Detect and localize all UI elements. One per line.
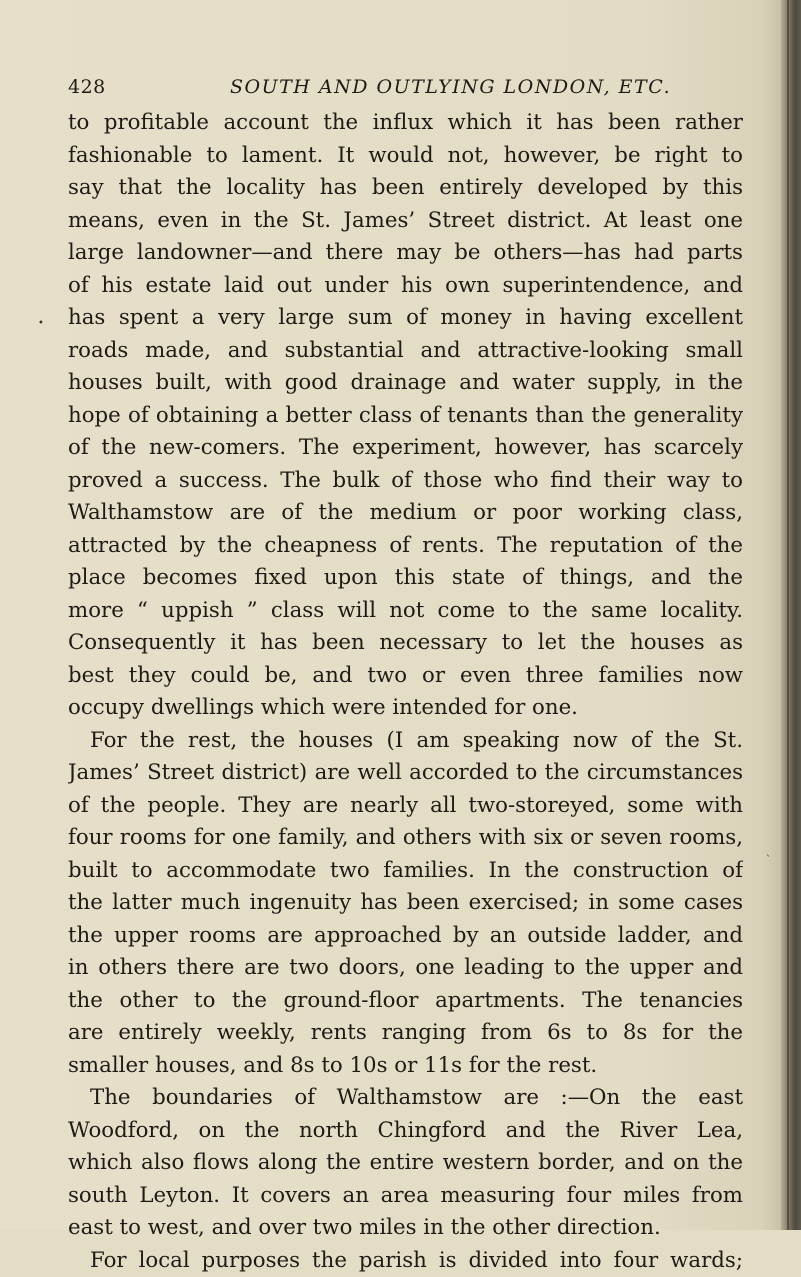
text-line: of his estate laid out under his own superintendence, and bbox=[68, 270, 743, 303]
margin-tick: ˋ bbox=[766, 855, 771, 866]
text-line: the upper rooms are approached by an outside ladder, and bbox=[68, 920, 743, 953]
text-line: in others there are two doors, one leading to the upper and bbox=[68, 952, 743, 985]
page-header bbox=[68, 76, 740, 106]
text-line: attracted by the cheapness of rents. The reputation of the bbox=[68, 530, 743, 563]
text-line: fashionable to lament. It would not, however, be right to bbox=[68, 140, 743, 173]
text-line: The boundaries of Walthamstow are :—On the east bbox=[68, 1082, 743, 1115]
text-line: are entirely weekly, rents ranging from 6s to 8s for the bbox=[68, 1017, 743, 1050]
text-line: smaller houses, and 8s to 10s or 11s for the rest. bbox=[68, 1050, 743, 1083]
text-line: the latter much ingenuity has been exercised; in some cases bbox=[68, 887, 743, 920]
text-line: occupy dwellings which were intended for one. bbox=[68, 692, 743, 725]
text-line: roads made, and substantial and attractive-looking small bbox=[68, 335, 743, 368]
page-gutter-shadow bbox=[781, 0, 801, 1230]
text-line: large landowner—and there may be others—has had parts bbox=[68, 237, 743, 270]
text-line: four rooms for one family, and others with six or seven rooms, bbox=[68, 822, 743, 855]
text-line: which also flows along the entire western border, and on the bbox=[68, 1147, 743, 1180]
body-text bbox=[68, 107, 743, 1277]
text-line: means, even in the St. James’ Street district. At least one bbox=[68, 205, 743, 238]
text-line: proved a success. The bulk of those who find their way to bbox=[68, 465, 743, 498]
running-head: SOUTH AND OUTLYING LONDON, ETC. bbox=[230, 76, 671, 98]
text-line: Walthamstow are of the medium or poor working class, bbox=[68, 497, 743, 530]
text-line: hope of obtaining a better class of tenants than the generality bbox=[68, 400, 743, 433]
text-line: best they could be, and two or even three families now bbox=[68, 660, 743, 693]
margin-dot: • bbox=[38, 318, 44, 329]
text-line: more “ uppish ” class will not come to the same locality. bbox=[68, 595, 743, 628]
text-line: For the rest, the houses (I am speaking now of the St. bbox=[68, 725, 743, 758]
text-line: say that the locality has been entirely developed by this bbox=[68, 172, 743, 205]
text-line: place becomes fixed upon this state of things, and the bbox=[68, 562, 743, 595]
binding-edge bbox=[787, 0, 789, 1230]
text-line: houses built, with good drainage and water supply, in the bbox=[68, 367, 743, 400]
text-line: James’ Street district) are well accorded to the circumstances bbox=[68, 757, 743, 790]
text-line: of the new-comers. The experiment, however, has scarcely bbox=[68, 432, 743, 465]
text-line: the other to the ground-floor apartments. The tenancies bbox=[68, 985, 743, 1018]
text-line: of the people. They are nearly all two-storeyed, some with bbox=[68, 790, 743, 823]
text-line: to profitable account the influx which it has been rather bbox=[68, 107, 743, 140]
text-line: south Leyton. It covers an area measuring four miles from bbox=[68, 1180, 743, 1213]
text-line: built to accommodate two families. In the construction of bbox=[68, 855, 743, 888]
text-line: east to west, and over two miles in the other direction. bbox=[68, 1212, 743, 1245]
text-line: Consequently it has been necessary to let the houses as bbox=[68, 627, 743, 660]
text-line: Woodford, on the north Chingford and the River Lea, bbox=[68, 1115, 743, 1148]
text-line: For local purposes the parish is divided into four wards; bbox=[68, 1245, 743, 1277]
page-number: 428 bbox=[68, 76, 106, 98]
text-line: has spent a very large sum of money in having excellent bbox=[68, 302, 743, 335]
